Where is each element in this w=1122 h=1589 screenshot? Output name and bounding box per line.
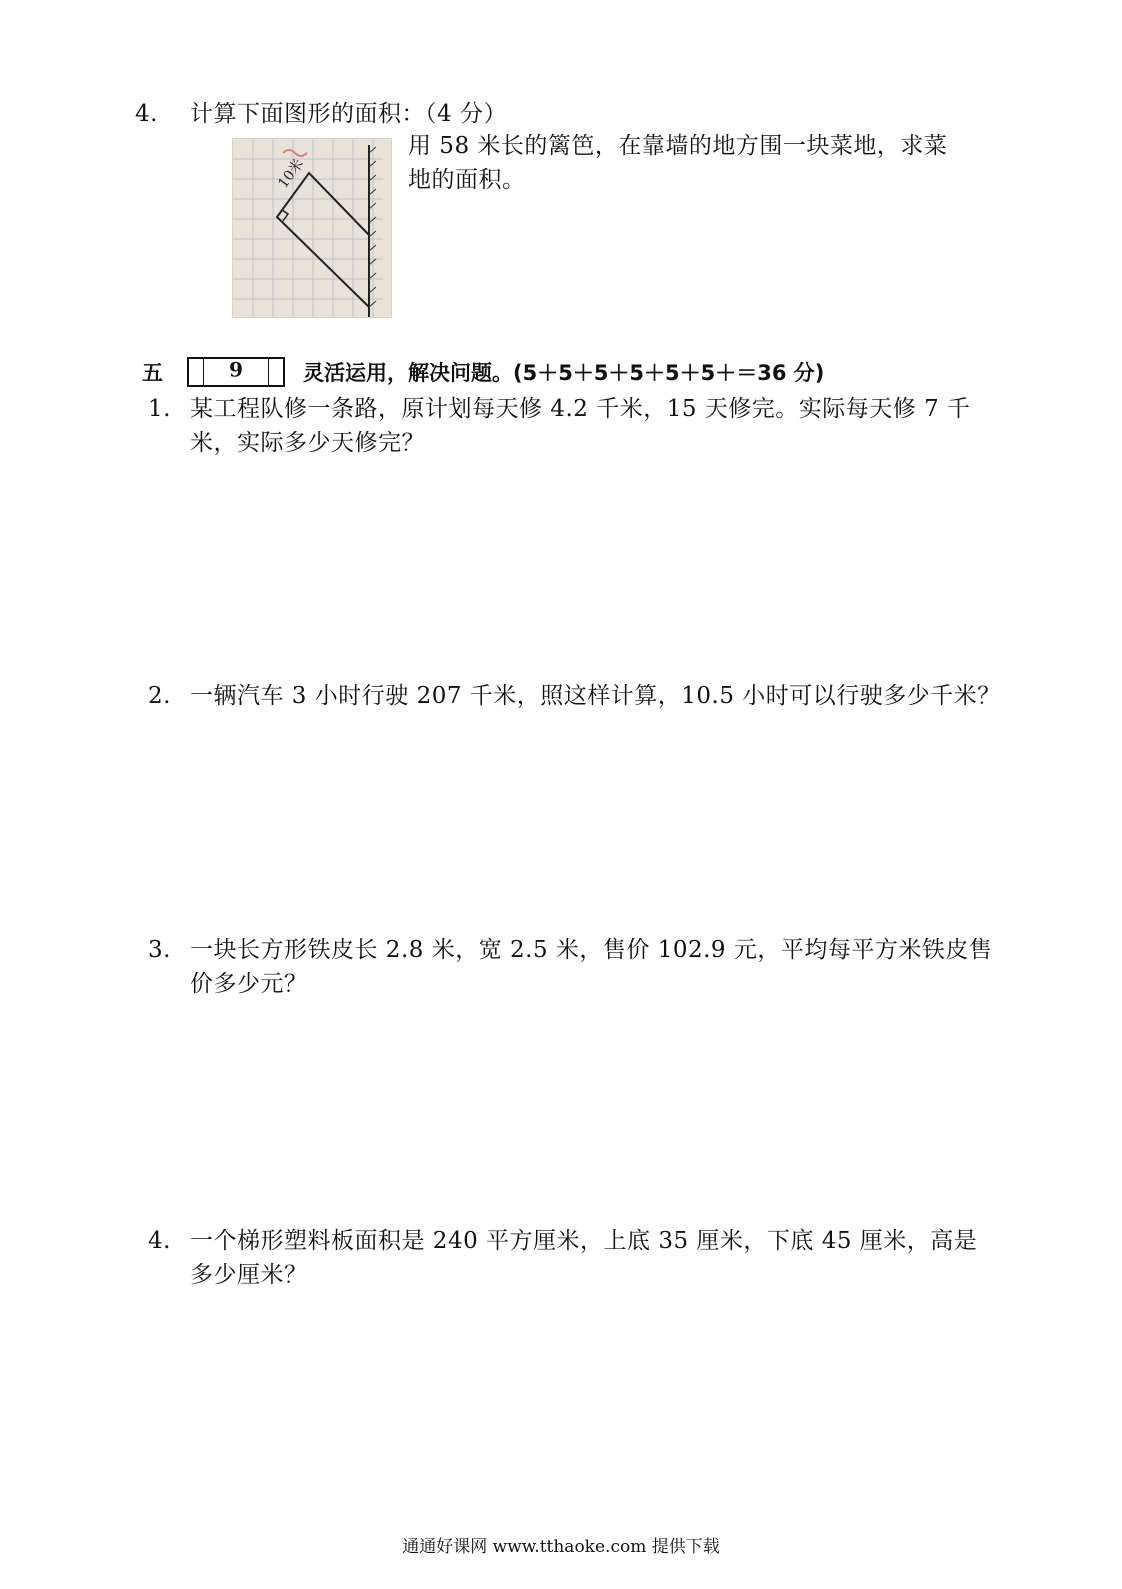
section-title: 灵活运用，解决问题。(5＋5＋5＋5＋5＋5＋＝36 分) xyxy=(303,361,825,385)
problem-text: 一块长方形铁皮长 2.8 米，宽 2.5 米，售价 102.9 元，平均每平方米铁皮售 xyxy=(190,937,993,963)
fence-figure xyxy=(232,138,392,318)
fence-outline xyxy=(277,173,369,307)
grid-lines xyxy=(233,139,383,317)
problem-number: 1. xyxy=(148,396,171,422)
problem-text: 一个梯形塑料板面积是 240 平方厘米，上底 35 厘米，下底 45 厘米，高是 xyxy=(190,1228,978,1254)
red-mark xyxy=(283,150,307,156)
score-box xyxy=(187,357,285,387)
problem-number: 4. xyxy=(148,1228,171,1254)
side-length-label: 10米 xyxy=(275,156,307,192)
problem-text: 某工程队修一条路，原计划每天修 4.2 千米，15 天修完。实际每天修 7 千 xyxy=(190,396,971,422)
section-number: 五 xyxy=(142,361,163,385)
fence-diagram xyxy=(233,139,391,317)
problem-number: 3. xyxy=(148,937,171,963)
page-footer: 通通好课网 www.tthaoke.com 提供下载 xyxy=(402,1537,720,1557)
problem-line-1: 用 58 米长的篱笆，在靠墙的地方围一块菜地，求菜 xyxy=(408,133,948,159)
score-mark: 6 xyxy=(229,357,243,381)
problem-text: 一辆汽车 3 小时行驶 207 千米，照这样计算，10.5 小时可以行驶多少千米？ xyxy=(190,683,1001,709)
problem-line-2: 地的面积。 xyxy=(408,167,526,193)
problem-text: 米，实际多少天修完？ xyxy=(190,430,425,456)
question-number: 4. xyxy=(135,101,158,127)
problem-text: 多少厘米？ xyxy=(190,1262,308,1288)
problem-number: 2. xyxy=(148,683,171,709)
problem-text: 价多少元？ xyxy=(190,971,308,997)
question-title: 计算下面图形的面积：（4 分） xyxy=(190,101,507,127)
